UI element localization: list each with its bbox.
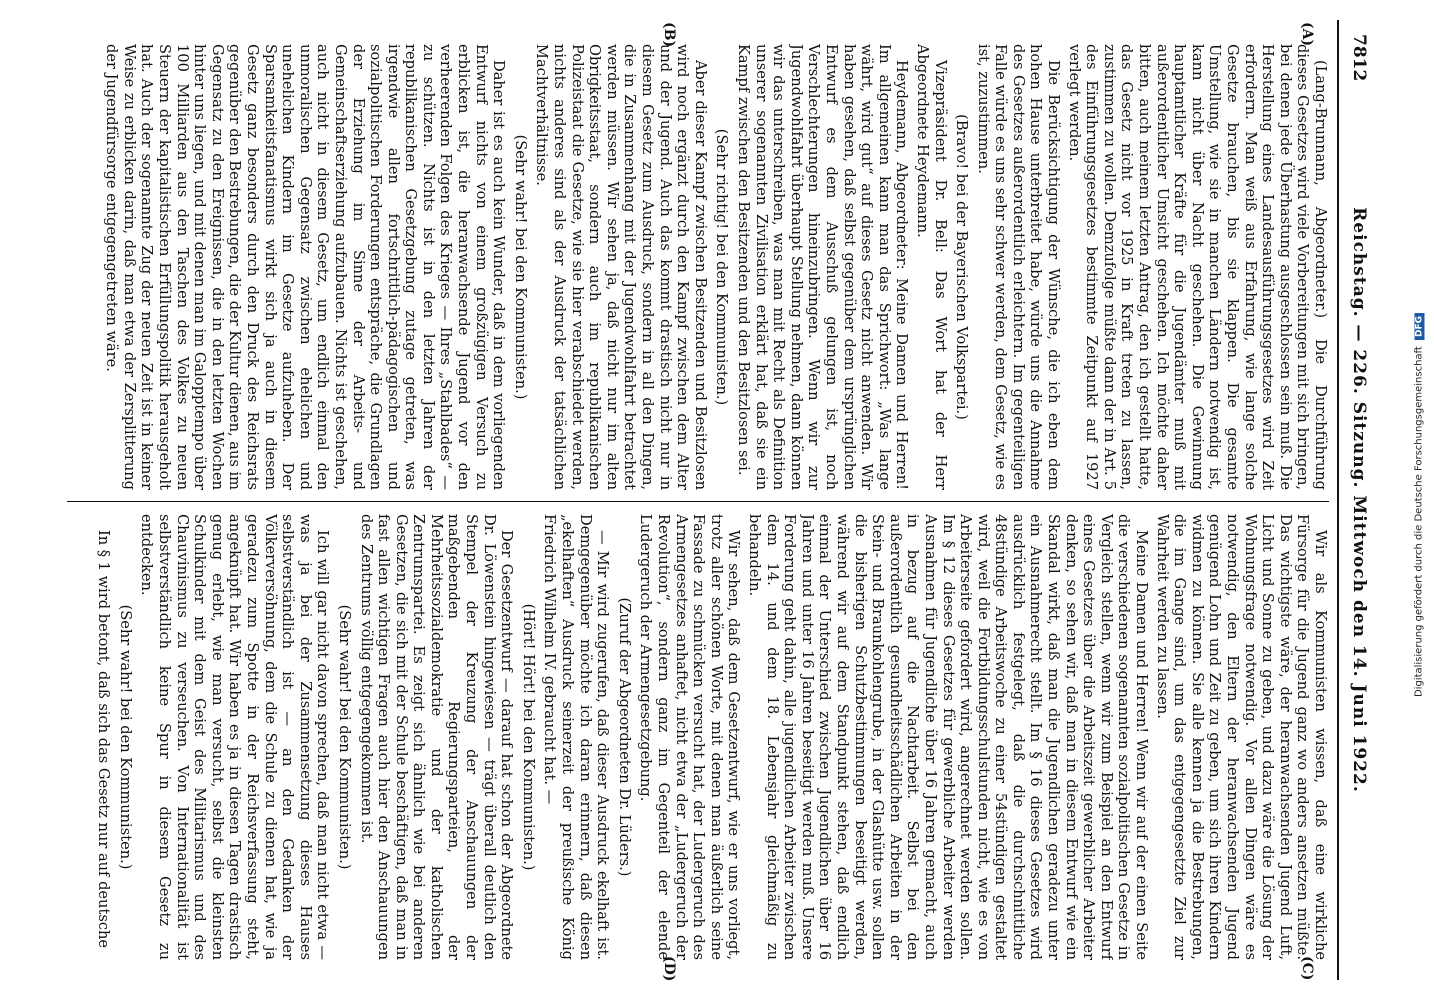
marker-b: (B) — [661, 22, 677, 48]
marker-d: (D) — [661, 956, 677, 982]
interjection: (Sehr richtig! bei den Kommunisten.) — [713, 128, 731, 406]
right-column — [67, 514, 1329, 960]
paragraph: — Mir wird zugerufen, daß dieser Ausdruck ekelhaft ist. Demgegenüber möchte ich daran erinnern, daß diesen „ekelhaften“ Ausdruck seinerzeit der preußische König Friedrich Wilhelm IV. gebraucht hat. — — [541, 514, 612, 960]
paragraph: Daher ist es auch kein Wunder, daß in dem vorliegenden Entwurf nichts von einem großzügigen Versuch zu erblicken ist, die heranwachsende Jugend vor den verheerenden Folgen des Krieges — Ihres „Stahlbades“ — zu schützen. Nichts ist in den letzten Jahren der republikanischen Gesetzgebung zutage getreten, was irgendwie allen fortschrittlich-pädagogischen und sozialpolitischen Forderungen entspräche, die Grundlagen der Erziehung im Sinne der Arbeits- und Gemeinschaftserziehung aufzubauen. Nichts ist geschehen, auch nicht in diesem Gesetz, um endlich einmal den unmoralischen Gegensatz zwischen ehelichen und unehelichen Kindern im Gesetze aufzuheben. Der Sparsamkeitsfanatismus wirkt sich ja auch in diesem Gesetz ganz besonders durch den Druck des Reichsrats gegenüber den Bestrebungen, die der Kultur dienen, aus im Gegensatz zu den Ereignissen, die in den letzten Wochen hinter uns liegen, und mit denen man im Galopptempo über 100 Milliarden aus den Taschen des Volkes zu neuen Steuern der kapitalistischen Erfüllungspolitik herausgeholt hat. Auch der sogenannte Zug der neuen Zeit ist in keiner Weise zu erblicken darin, daß man etwa der Zersplitterung der Jugendfürsorge entgegengetreten wäre. — [103, 44, 508, 490]
paragraph: Wir als Kommunisten wissen, daß eine wirkliche Fürsorge für die Jugend ganz wo anders ansetzen müßte. Das wichtigste wäre, der heranwachsenden Jugend Luft, Licht und Sonne zu geben, und dazu wäre die Lösung der Wohnungsfrage notwendig. Vor allen Dingen wäre es notwendig, den Eltern der heranwachsenden Jugend genügend Lohn und Zeit zu geben, um sich ihren Kindern widmen zu können. Sie alle kennen ja die Bestrebungen, die im Gange sind, um das entgegengesetzte Ziel zur Wahrheit werden zu lassen. — [1153, 514, 1329, 960]
running-title: Reichstag. — 226. Sitzung. Mittwoch den 14. Juni 1922. — [1349, 207, 1369, 793]
page-header — [1337, 20, 1377, 980]
credit-text: Digitalisierung gefördert durch die Deutsche Forschungsgemeinschaft — [1413, 346, 1425, 698]
marker-c: (C) — [1299, 956, 1315, 981]
left-column — [67, 44, 1329, 490]
paragraph: (Lang-Brunnann, Abgeordneter.) Die Durchführung dieses Gesetzes wird viele Vorbereitungen mit sich bringen, bei denen jede Überhastung ausgeschlossen sein muß. Die Herstellung eines Landesausführungsgesetzes wird Zeit erfordern. Man weiß aus Erfahrung, wie lange solche Gesetze brauchen, bis sie klappen. Die gesamte Umstellung, wie sie in manchen Ländern notwendig ist, kann nicht über Nacht geschehen. Die Gewinnung hauptamtlicher Kräfte für die Jugendämter muß mit außerordentlicher Umsicht geschehen. Ich möchte daher bitten, auch meinem letzten Antrag, den ich gestellt hatte, das Gesetz nicht vor 1925 in Kraft treten zu lassen, zustimmen zu wollen. Demzufolge müßte dann der in Art. 5 des Einführungsgesetzes bestimmte Zeitpunkt auf 1927 verlegt werden. — [1065, 44, 1329, 490]
paragraph: Aber dieser Kampf zwischen Besitzenden und Besitzlosen wird noch ergänzt durch den Kampf zwischen dem Alter und der Jugend. Auch das kommt drastisch nicht nur in diesem Gesetz zum Ausdruck, sondern in all den Dingen, die in Zusammenhang mit der Jugendwohlfahrt betrachtet werden müssen. Wir sehen ja, daß nicht nur im alten Obrigkeitsstaat, sondern auch im republikanischen Polizeistaat die Gesetze, wie sie hier verabschiedet werden, nichts anderes sind als der Ausdruck der tatsächlichen Machtverhältnisse. — [533, 44, 709, 490]
digitization-credit — [1408, 10, 1430, 1000]
paragraph: Meine Damen und Herren! Wenn wir auf der einen Seite die verschiedenen sogenannten sozialpolitischen Gesetze in Vergleich stellen, wenn wir zum Beispiel an den Entwurf eines Gesetzes über die Arbeitszeit gewerblicher Arbeiter denken, so sehen wir, daß man in diesem Entwurf wie ein Skandal wirkt, daß man die Jugendlichen geradezu unter ein Ausnahmerecht stellt. Im § 16 dieses Gesetzes wird ausdrücklich festgelegt, daß die durchschnittliche 48stündige Arbeitswoche zu einer 54stündigen gestaltet wird, weil die Fortbildungsschulstunden nicht, wie es von Arbeiterseite gefordert wird, angerechnet werden sollen. Im § 12 dieses Gesetzes für gewerbliche Arbeiter werden Ausnahmen für Jugendliche über 16 Jahren gemacht, auch in bezug auf die Nachtarbeit. Selbst bei den außerordentlich gesundheitsschädlichen Arbeiten in der Stein- und Braunkohlengrube, in der Glashütte usw. sollen die bisherigen Schutzbestimmungen beseitigt werden, während wir auf dem Standpunkt stehen, daß endlich einmal der Unterschied zwischen Jugendlichen über 16 Jahren und unter 16 Jahren beseitigt werden muß. Unsere Forderung geht dahin, alle jugendlichen Arbeiter zwischen dem 14. und dem 18. Lebensjahr gleichmäßig zu behandeln. — [746, 514, 1151, 960]
paragraph: Vizepräsident Dr. Bell: Das Wort hat der Herr Abgeordnete Heydemann. — [913, 44, 949, 490]
marker-a: (A) — [1299, 22, 1315, 47]
interjection: (Hört! Hört! bei den Kommunisten.) — [519, 603, 537, 871]
interjection: (Bravo! bei der Bayerischen Volkspartei.) — [953, 114, 971, 420]
paragraph: Wir sehen, daß dem Gesetzentwurf, wie er uns vorliegt, trotz aller schönen Worte, mit denen man äußerlich seine Fassade zu schmücken versucht hat, der Ludergeruch des Armengesetzes anhaftet, nicht etwa der „Ludergeruch der Revolution“, sondern ganz im Gegenteil der elende Ludergeruch der Armengesetzgebung. — [637, 514, 743, 960]
paragraph: In § 1 wird betont, daß sich das Gesetz nur auf deutsche — [95, 530, 113, 949]
column-divider — [67, 501, 1329, 502]
paragraph: Der Gesetzentwurf — darauf hat schon der Abgeordnete Dr. Löwenstein hingewiesen — trägt überall deutlich den Stempel der Kreuzung der Anschauungen der maßgebenden Regierungsparteien, der Mehrheitssozialdemokratie und der katholischen Zentrumspartei. Es zeigt sich ähnlich wie bei anderen Gesetzen, die sich mit der Schule beschäftigen, daß man in fast allen wichtigen Fragen auch hier den Anschauungen des Zentrums völlig entgegengekommen ist. — [357, 514, 516, 960]
interjection: (Zuruf der Abgeordneten Dr. Lüders.) — [615, 597, 633, 877]
interjection: (Sehr wahr! bei den Kommunisten.) — [116, 604, 134, 870]
paragraph: Die Berücksichtigung der Wünsche, die ich eben dem hohen Hause unterbreitet habe, würde uns die Annahme des Gesetzes außerordentlich erleichtern. Im gegenteiligen Falle würde es uns sehr schwer werden, dem Gesetz, wie es ist, zuzustimmen. — [974, 44, 1063, 490]
interjection: (Sehr wahr! bei den Kommunisten.) — [335, 604, 353, 870]
paragraph: Ich will gar nicht davon sprechen, daß man nicht etwa — was ja bei der Zusammensetzung dieses Hauses selbstverständlich ist — an den Gedanken der Völkerversöhnung, dem die Schule zu dienen hat, wie ja geradezu zum Spotte in der Reichsverfassung steht, angeknüpft hat. Wir haben es ja in diesen Tagen drastisch genug erlebt, wie man versucht, selbst die kleinsten Schulkinder mit dem Geist des Militarismus und des Chauvinismus zu verseuchen. Von Internationalität ist selbstverständlich keine Spur in diesem Gesetz zu entdecken. — [138, 514, 332, 960]
paragraph: Heydemann, Abgeordneter: Meine Damen und Herren! Im allgemeinen kann man das Sprichwort: „Was lange währt, wird gut“ auf dieses Gesetz nicht anwenden. Wir haben gesehen, daß selbst gegenüber dem ursprünglichen Entwurf es dem Ausschuß gelungen ist, noch Verschlechterungen hineinzubringen. Wenn wir zur Jugendwohlfahrt überhaupt Stellung nehmen, dann können wir das unterschreiben, was man mit Recht als Definition unserer sogenannten Zivilisation erklärt hat, daß sie ein Kampf zwischen den Besitzenden und den Besitzlosen sei. — [735, 44, 911, 490]
interjection: (Sehr wahr! bei den Kommunisten.) — [511, 134, 529, 400]
dfg-logo: DFG — [1415, 313, 1425, 340]
rotated-printed-page — [57, 20, 1377, 980]
page-number: 7812 — [1349, 34, 1369, 82]
